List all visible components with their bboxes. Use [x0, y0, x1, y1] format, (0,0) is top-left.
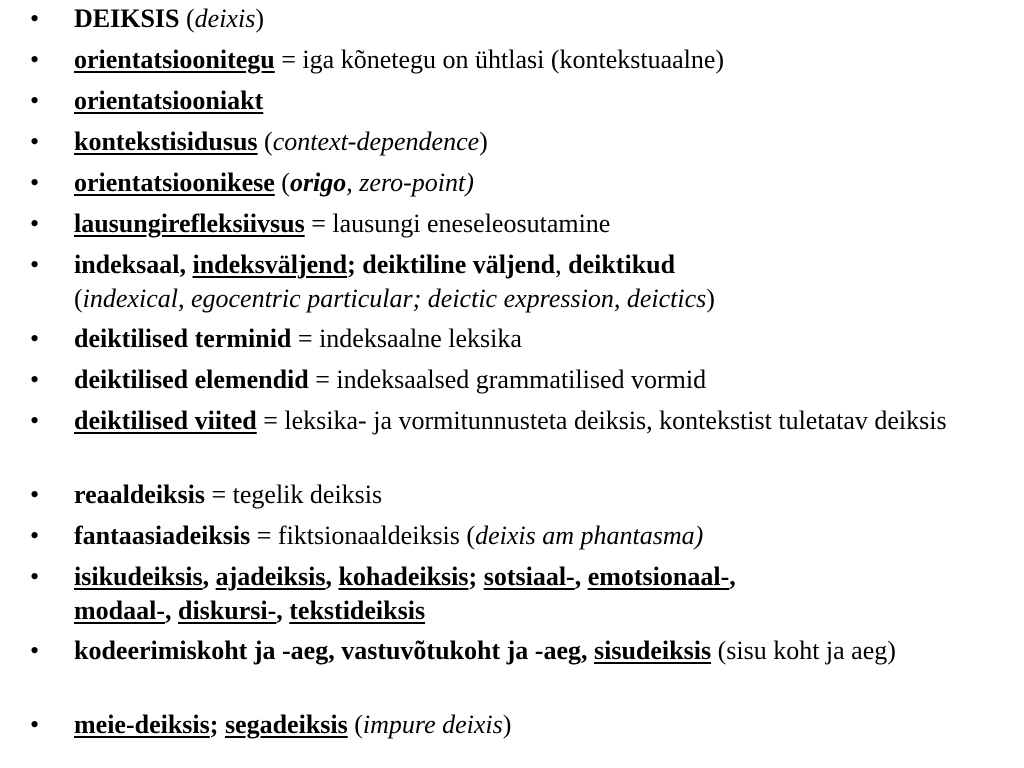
definition: = leksika- ja vormitunnusteta deiksis, kontekstist tuletatav deiksis — [256, 406, 947, 435]
definition: = fiktsionaaldeiksis ( — [250, 521, 476, 550]
term: emotsionaal- — [587, 562, 730, 591]
translation: origo — [289, 168, 347, 197]
translation: impure deixis — [362, 710, 503, 739]
term: reaaldeiksis — [74, 480, 205, 509]
list-item: • indeksaal, indeksväljend; deiktiline väljend, deiktikud (indexical, egocentric particular; deictic expression, deictics) — [74, 248, 1004, 316]
term: kontekstisidusus — [74, 127, 258, 156]
term: fantaasiadeiksis — [74, 521, 251, 550]
translation: deixis — [194, 4, 256, 33]
definition: = lausungi eneseleosutamine — [304, 209, 611, 238]
list-item: • isikudeiksis, ajadeiksis, kohadeiksis; sotsiaal-, emotsionaal-, modaal-, diskursi-, tekstideiksis — [74, 560, 1004, 628]
term: DEIKSIS — [74, 4, 180, 33]
term: lausungirefleksiivsus — [74, 209, 305, 238]
definition: = iga kõnetegu on ühtlasi (kontekstuaalne) — [274, 45, 725, 74]
definition: = tegelik deiksis — [204, 480, 383, 509]
list-item — [74, 363, 1004, 397]
list-item — [74, 84, 1004, 118]
term: deiktikud — [568, 250, 676, 279]
list-item — [74, 519, 1004, 553]
list-item — [74, 404, 1004, 438]
term: tekstideiksis — [289, 596, 426, 625]
term: indeksväljend — [192, 250, 348, 279]
translation: , zero-point) — [346, 168, 474, 197]
term: kodeerimiskoht ja -aeg, vastuvõtukoht ja -aeg, — [74, 636, 594, 665]
definition: (sisu koht ja aeg) — [711, 636, 896, 665]
list-item — [74, 478, 1004, 512]
term: deiktilised viited — [74, 406, 257, 435]
term: deiktilised elemendid — [74, 365, 309, 394]
list-item — [74, 43, 1004, 77]
list-item: • kontekstisidusus (context-dependence) — [74, 125, 1004, 159]
translation: context-dependence — [272, 127, 480, 156]
definition: = indeksaalsed grammatilised vormid — [308, 365, 707, 394]
term: segadeiksis — [224, 710, 348, 739]
term: modaal- — [74, 596, 165, 625]
list-item: • DEIKSIS (deixis) — [74, 2, 1004, 36]
term: orientatsioonikese — [74, 168, 275, 197]
term: indeksaal, — [74, 250, 193, 279]
term: meie-deiksis — [74, 710, 210, 739]
term: orientatsiooniakt — [74, 86, 264, 115]
definition: = indeksaalne leksika — [291, 324, 522, 353]
list-item — [74, 322, 1004, 356]
term: deiktilised terminid — [74, 324, 292, 353]
term: sisudeiksis — [594, 636, 712, 665]
translation: deixis am phantasma) — [475, 521, 704, 550]
list-item — [74, 634, 1004, 668]
term: diskursi- — [178, 596, 277, 625]
list-item: • orientatsioonikese (origo, zero-point) — [74, 166, 1004, 200]
list-item: • meie-deiksis; segadeiksis (impure deixis) — [74, 708, 1004, 742]
list-item — [74, 207, 1004, 241]
term: orientatsioonitegu — [74, 45, 275, 74]
term: kohadeiksis — [338, 562, 469, 591]
term: ajadeiksis — [215, 562, 326, 591]
translation: indexical, egocentric particular; deictic expression, deictics — [82, 284, 707, 313]
term: sotsiaal- — [483, 562, 575, 591]
term: isikudeiksis — [74, 562, 203, 591]
term: ; deiktiline väljend — [347, 250, 556, 279]
